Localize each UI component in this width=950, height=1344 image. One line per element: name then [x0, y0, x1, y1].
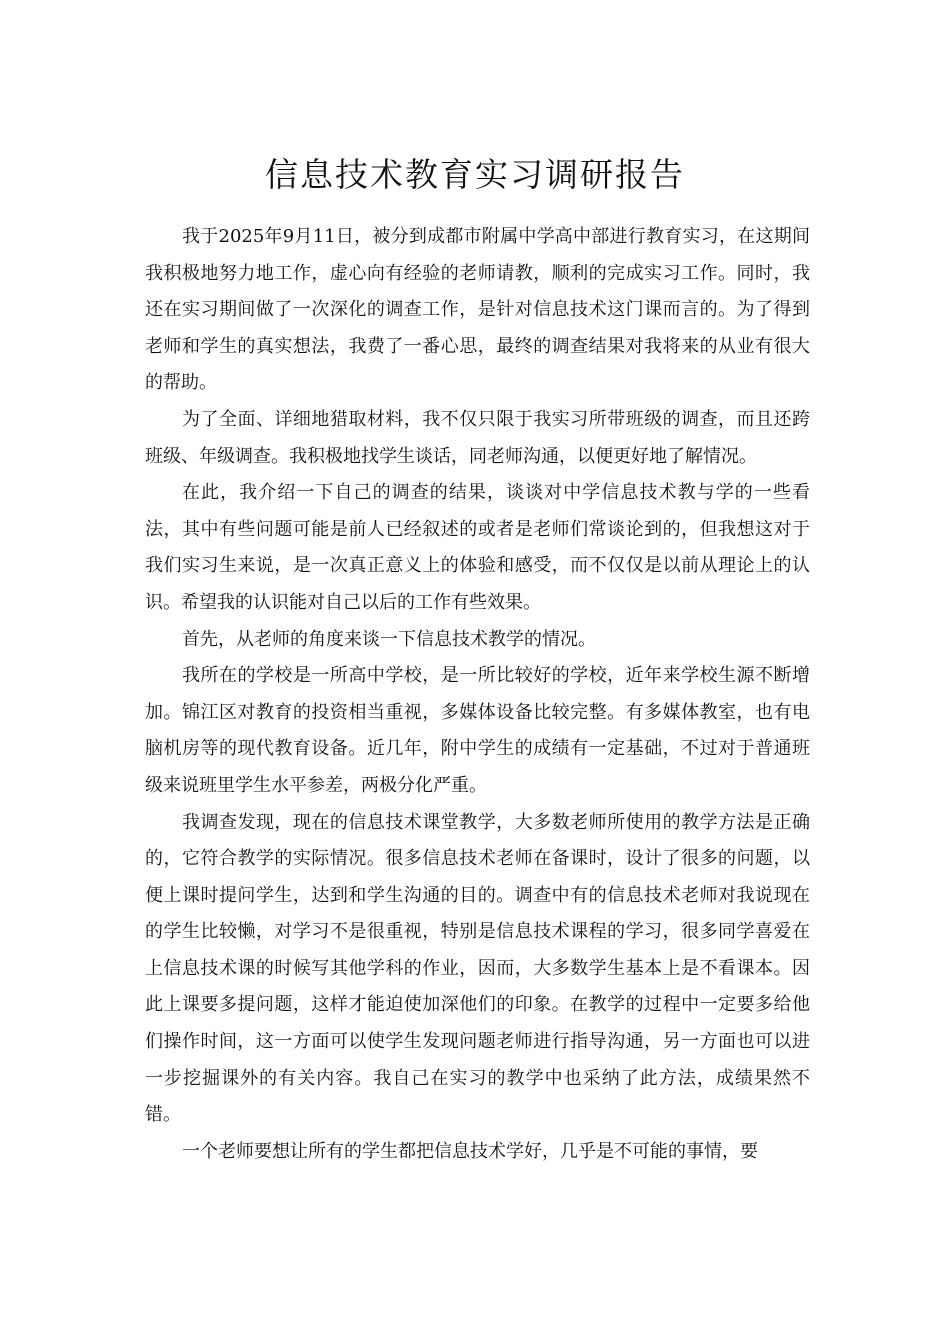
paragraph-5: 我所在的学校是一所高中学校，是一所比较好的学校，近年来学校生源不断增加。锦江区对教育的投资相当重视，多媒体设备比较完整。有多媒体教室，也有电脑机房等的现代教育设备。近几年，附中学生的成绩有一定基础，不过对于普通班级来说班里学生水平参差，两极分化严重。 — [145, 665, 810, 796]
paragraph-4: 首先，从老师的角度来谈一下信息技术教学的情况。 — [182, 628, 596, 650]
document-body — [145, 219, 810, 1170]
paragraph-6: 我调查发现，现在的信息技术课堂教学，大多数老师所使用的教学方法是正确的，它符合教学的实际情况。很多信息技术老师在备课时，设计了很多的问题，以便上课时提问学生，达到和学生沟通的目的。调查中有的信息技术老师对我说现在的学生比较懒，对学习不是很重视，特别是信息技术课程的学习，很多同学喜爱在上信息技术课的时候写其他学科的作业，因而，大多数学生基本上是不看课本。因此上课要多提问题，这样才能迫使加深他们的印象。在教学的过程中一定要多给他们操作时间，这一方面可以使学生发现问题老师进行指导沟通，另一方面也可以进一步挖掘课外的有关内容。我自己在实习的教学中也采纳了此方法，成绩果然不错。 — [145, 811, 810, 1126]
paragraph-2: 为了全面、详细地猎取材料，我不仅只限于我实习所带班级的调查，而且还跨班级、年级调查。我积极地找学生谈话，同老师沟通，以便更好地了解情况。 — [145, 408, 810, 467]
paragraph-7: 一个老师要想让所有的学生都把信息技术学好，几乎是不可能的事情，要 — [182, 1140, 758, 1162]
paragraph-1: 我于2025年9月11日，被分到成都市附属中学高中部进行教育实习，在这期间我积极地努力地工作，虚心向有经验的老师请教，顺利的完成实习工作。同时，我还在实习期间做了一次深化的调查工作，是针对信息技术这门课而言的。为了得到老师和学生的真实想法，我费了一番心思，最终的调查结果对我将来的从业有很大的帮助。 — [145, 226, 810, 394]
paragraph-3: 在此，我介绍一下自己的调查的结果，谈谈对中学信息技术教与学的一些看法，其中有些问题可能是前人已经叙述的或者是老师们常谈论到的，但我想这对于我们实习生来说，是一次真正意义上的体验和感受，而不仅仅是以前从理论上的认识。希望我的认识能对自己以后的工作有些效果。 — [145, 482, 810, 613]
document-title: 信息技术教育实习调研报告 — [265, 155, 685, 194]
